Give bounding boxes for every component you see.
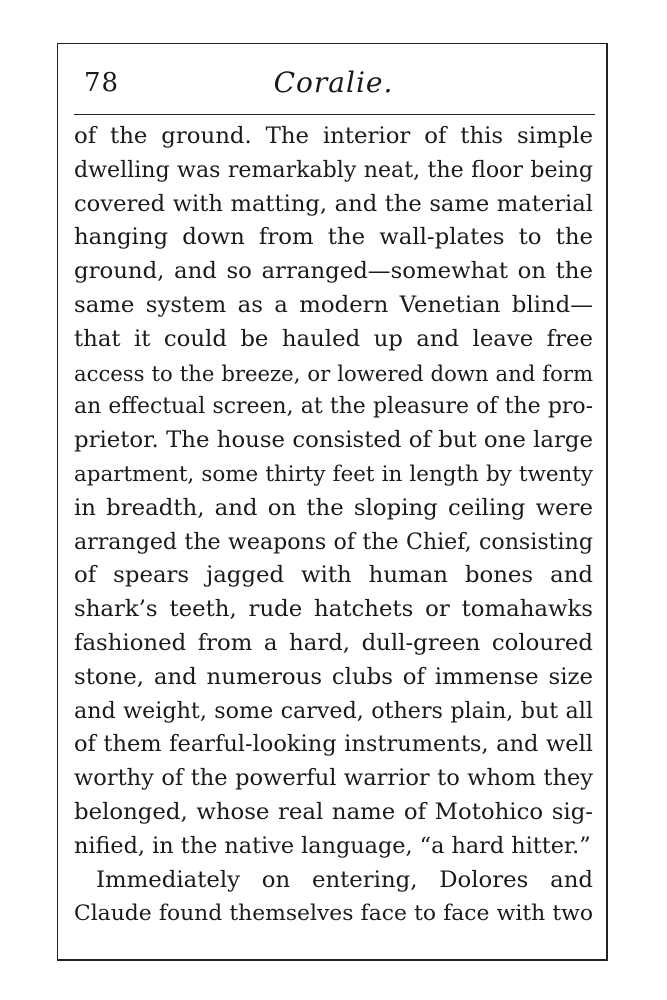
text-line: dwelling was remarkably neat, the floor being (74, 156, 593, 183)
text-line: and weight, some carved, others plain, but all (74, 697, 593, 724)
text-line: prietor. The house consisted of but one large (74, 427, 593, 454)
running-head (74, 58, 593, 116)
text-line: belonged, whose real name of Motohico sig- (74, 798, 593, 825)
running-title: Coralie. (273, 66, 394, 99)
body-text (74, 120, 593, 931)
text-line: of them fearful-looking instruments, and well (74, 731, 593, 758)
text-line: ground, and so arranged—somewhat on the (74, 258, 593, 285)
text-line: arranged the weapons of the Chief, consisting (74, 528, 593, 555)
text-line: nified, in the native language, “a hard hitter.” (74, 832, 591, 859)
text-line: Immediately on entering, Dolores and (96, 866, 593, 893)
text-line: stone, and numerous clubs of immense size (74, 663, 593, 690)
page-number: 78 (84, 68, 120, 98)
text-line: Claude found themselves face to face with two (74, 901, 593, 927)
text-line: an effectual screen, at the pleasure of the pro- (74, 394, 593, 420)
text-line: covered with matting, and the same material (74, 190, 593, 217)
text-line: of spears jagged with human bones and (74, 562, 593, 589)
text-line: in breadth, and on the sloping ceiling were (74, 494, 593, 521)
text-line: apartment, some thirty feet in length by twenty (74, 461, 593, 487)
text-line: same system as a modern Venetian blind— (74, 291, 593, 318)
text-line: of the ground. The interior of this simple (74, 123, 593, 149)
text-line: hanging down from the wall-plates to the (74, 224, 593, 251)
text-line: worthy of the powerful warrior to whom they (74, 765, 593, 792)
text-line: access to the breeze, or lowered down and form (74, 360, 593, 386)
text-line: that it could be hauled up and leave free (74, 325, 593, 352)
text-line: fashioned from a hard, dull-green coloured (74, 629, 593, 656)
text-line: shark’s teeth, rude hatchets or tomahawks (74, 596, 593, 623)
header-rule (74, 114, 595, 115)
